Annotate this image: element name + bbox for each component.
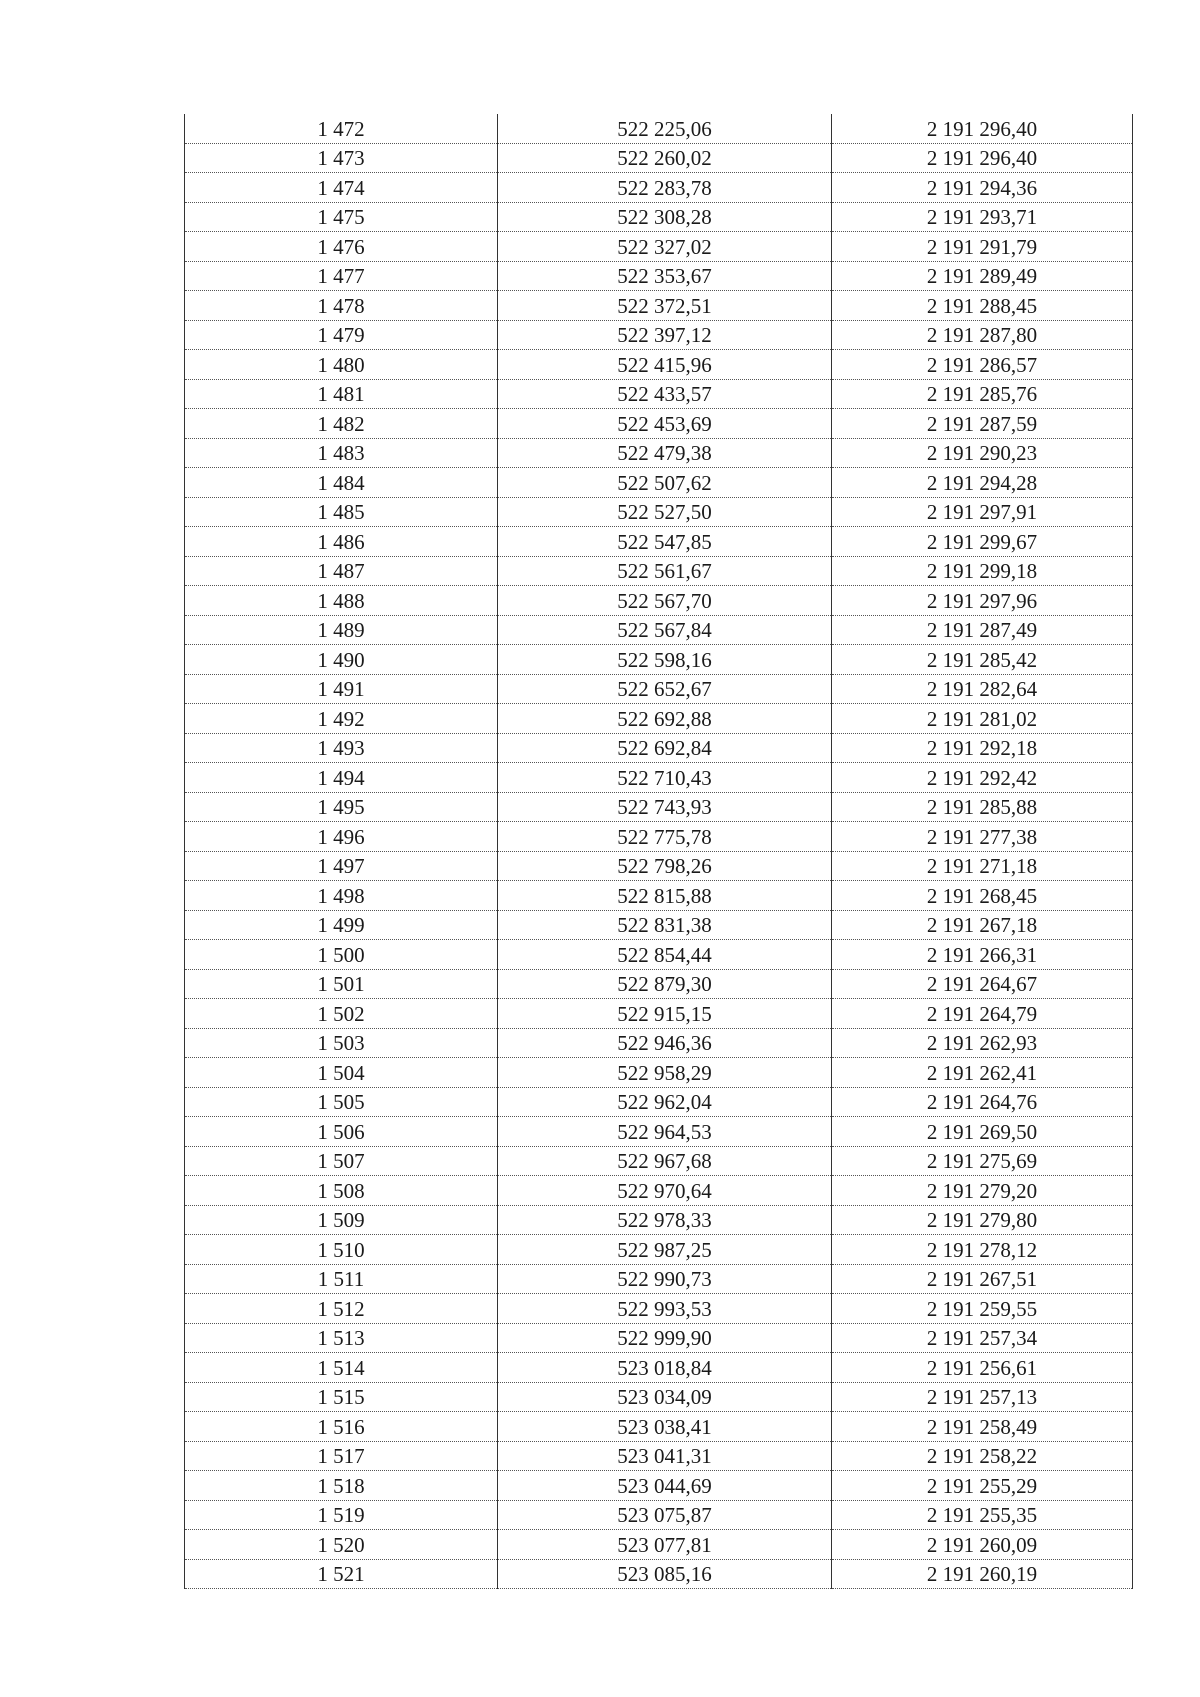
x-coordinate-cell: 522 353,67 — [498, 261, 832, 291]
table-row — [185, 232, 1133, 262]
table-row — [185, 114, 1133, 143]
table-row — [185, 1176, 1133, 1206]
point-number-cell: 1 511 — [185, 1264, 498, 1294]
point-number-cell: 1 493 — [185, 733, 498, 763]
table-row — [185, 438, 1133, 468]
y-coordinate-cell: 2 191 296,40 — [832, 143, 1133, 173]
y-coordinate-cell: 2 191 294,36 — [832, 173, 1133, 203]
x-coordinate-cell: 523 041,31 — [498, 1441, 832, 1471]
x-coordinate-cell: 523 018,84 — [498, 1353, 832, 1383]
table-row — [185, 1294, 1133, 1324]
x-coordinate-cell: 522 260,02 — [498, 143, 832, 173]
y-coordinate-cell: 2 191 255,35 — [832, 1500, 1133, 1530]
table-row — [185, 468, 1133, 498]
point-number-cell: 1 485 — [185, 497, 498, 527]
point-number-cell: 1 501 — [185, 969, 498, 999]
point-number-cell: 1 506 — [185, 1117, 498, 1147]
x-coordinate-cell: 522 283,78 — [498, 173, 832, 203]
x-coordinate-cell: 522 507,62 — [498, 468, 832, 498]
y-coordinate-cell: 2 191 258,49 — [832, 1412, 1133, 1442]
x-coordinate-cell: 522 710,43 — [498, 763, 832, 793]
x-coordinate-cell: 523 077,81 — [498, 1530, 832, 1560]
table-row — [185, 1058, 1133, 1088]
x-coordinate-cell: 522 990,73 — [498, 1264, 832, 1294]
y-coordinate-cell: 2 191 275,69 — [832, 1146, 1133, 1176]
table-row — [185, 1146, 1133, 1176]
y-coordinate-cell: 2 191 287,49 — [832, 615, 1133, 645]
point-number-cell: 1 472 — [185, 114, 498, 143]
table-row — [185, 497, 1133, 527]
point-number-cell: 1 490 — [185, 645, 498, 675]
point-number-cell: 1 497 — [185, 851, 498, 881]
point-number-cell: 1 509 — [185, 1205, 498, 1235]
y-coordinate-cell: 2 191 271,18 — [832, 851, 1133, 881]
table-row — [185, 1559, 1133, 1589]
table-row — [185, 1117, 1133, 1147]
table-row — [185, 1235, 1133, 1265]
y-coordinate-cell: 2 191 285,88 — [832, 792, 1133, 822]
x-coordinate-cell: 522 854,44 — [498, 940, 832, 970]
x-coordinate-cell: 522 415,96 — [498, 350, 832, 380]
point-number-cell: 1 476 — [185, 232, 498, 262]
x-coordinate-cell: 522 372,51 — [498, 291, 832, 321]
x-coordinate-cell: 522 225,06 — [498, 114, 832, 143]
x-coordinate-cell: 522 946,36 — [498, 1028, 832, 1058]
point-number-cell: 1 521 — [185, 1559, 498, 1589]
x-coordinate-cell: 522 561,67 — [498, 556, 832, 586]
x-coordinate-cell: 523 034,09 — [498, 1382, 832, 1412]
x-coordinate-cell: 522 453,69 — [498, 409, 832, 439]
table-row — [185, 1264, 1133, 1294]
y-coordinate-cell: 2 191 257,13 — [832, 1382, 1133, 1412]
y-coordinate-cell: 2 191 296,40 — [832, 114, 1133, 143]
y-coordinate-cell: 2 191 259,55 — [832, 1294, 1133, 1324]
point-number-cell: 1 488 — [185, 586, 498, 616]
point-number-cell: 1 503 — [185, 1028, 498, 1058]
table-row — [185, 320, 1133, 350]
y-coordinate-cell: 2 191 262,41 — [832, 1058, 1133, 1088]
x-coordinate-cell: 522 962,04 — [498, 1087, 832, 1117]
y-coordinate-cell: 2 191 260,19 — [832, 1559, 1133, 1589]
y-coordinate-cell: 2 191 267,51 — [832, 1264, 1133, 1294]
y-coordinate-cell: 2 191 264,79 — [832, 999, 1133, 1029]
table-row — [185, 261, 1133, 291]
table-row — [185, 291, 1133, 321]
table-row — [185, 202, 1133, 232]
y-coordinate-cell: 2 191 297,91 — [832, 497, 1133, 527]
x-coordinate-cell: 522 967,68 — [498, 1146, 832, 1176]
table-row — [185, 586, 1133, 616]
point-number-cell: 1 498 — [185, 881, 498, 911]
table-row — [185, 733, 1133, 763]
table-row — [185, 704, 1133, 734]
table-row — [185, 615, 1133, 645]
y-coordinate-cell: 2 191 256,61 — [832, 1353, 1133, 1383]
point-number-cell: 1 517 — [185, 1441, 498, 1471]
point-number-cell: 1 473 — [185, 143, 498, 173]
point-number-cell: 1 504 — [185, 1058, 498, 1088]
x-coordinate-cell: 522 547,85 — [498, 527, 832, 557]
y-coordinate-cell: 2 191 285,42 — [832, 645, 1133, 675]
point-number-cell: 1 480 — [185, 350, 498, 380]
point-number-cell: 1 475 — [185, 202, 498, 232]
point-number-cell: 1 518 — [185, 1471, 498, 1501]
x-coordinate-cell: 522 479,38 — [498, 438, 832, 468]
point-number-cell: 1 483 — [185, 438, 498, 468]
table-row — [185, 556, 1133, 586]
x-coordinate-cell: 523 085,16 — [498, 1559, 832, 1589]
table-row — [185, 379, 1133, 409]
y-coordinate-cell: 2 191 287,80 — [832, 320, 1133, 350]
point-number-cell: 1 510 — [185, 1235, 498, 1265]
x-coordinate-cell: 522 993,53 — [498, 1294, 832, 1324]
y-coordinate-cell: 2 191 292,42 — [832, 763, 1133, 793]
y-coordinate-cell: 2 191 294,28 — [832, 468, 1133, 498]
point-number-cell: 1 507 — [185, 1146, 498, 1176]
y-coordinate-cell: 2 191 289,49 — [832, 261, 1133, 291]
y-coordinate-cell: 2 191 258,22 — [832, 1441, 1133, 1471]
coordinates-table-body — [185, 114, 1133, 1589]
x-coordinate-cell: 522 815,88 — [498, 881, 832, 911]
point-number-cell: 1 516 — [185, 1412, 498, 1442]
table-row — [185, 1323, 1133, 1353]
x-coordinate-cell: 522 327,02 — [498, 232, 832, 262]
point-number-cell: 1 479 — [185, 320, 498, 350]
x-coordinate-cell: 522 958,29 — [498, 1058, 832, 1088]
table-row — [185, 350, 1133, 380]
table-row — [185, 1500, 1133, 1530]
y-coordinate-cell: 2 191 291,79 — [832, 232, 1133, 262]
y-coordinate-cell: 2 191 299,18 — [832, 556, 1133, 586]
table-row — [185, 173, 1133, 203]
point-number-cell: 1 487 — [185, 556, 498, 586]
point-number-cell: 1 477 — [185, 261, 498, 291]
x-coordinate-cell: 522 879,30 — [498, 969, 832, 999]
x-coordinate-cell: 522 775,78 — [498, 822, 832, 852]
x-coordinate-cell: 523 038,41 — [498, 1412, 832, 1442]
x-coordinate-cell: 522 970,64 — [498, 1176, 832, 1206]
x-coordinate-cell: 522 598,16 — [498, 645, 832, 675]
x-coordinate-cell: 522 567,84 — [498, 615, 832, 645]
point-number-cell: 1 495 — [185, 792, 498, 822]
table-row — [185, 409, 1133, 439]
point-number-cell: 1 491 — [185, 674, 498, 704]
table-row — [185, 763, 1133, 793]
y-coordinate-cell: 2 191 260,09 — [832, 1530, 1133, 1560]
table-row — [185, 527, 1133, 557]
table-row — [185, 1530, 1133, 1560]
table-row — [185, 1205, 1133, 1235]
y-coordinate-cell: 2 191 288,45 — [832, 291, 1133, 321]
point-number-cell: 1 500 — [185, 940, 498, 970]
y-coordinate-cell: 2 191 264,67 — [832, 969, 1133, 999]
x-coordinate-cell: 522 798,26 — [498, 851, 832, 881]
y-coordinate-cell: 2 191 266,31 — [832, 940, 1133, 970]
x-coordinate-cell: 522 692,84 — [498, 733, 832, 763]
x-coordinate-cell: 522 692,88 — [498, 704, 832, 734]
table-row — [185, 999, 1133, 1029]
x-coordinate-cell: 522 652,67 — [498, 674, 832, 704]
x-coordinate-cell: 523 044,69 — [498, 1471, 832, 1501]
point-number-cell: 1 486 — [185, 527, 498, 557]
x-coordinate-cell: 522 978,33 — [498, 1205, 832, 1235]
point-number-cell: 1 499 — [185, 910, 498, 940]
y-coordinate-cell: 2 191 269,50 — [832, 1117, 1133, 1147]
coordinates-table — [184, 114, 1133, 1589]
x-coordinate-cell: 522 308,28 — [498, 202, 832, 232]
table-row — [185, 1028, 1133, 1058]
y-coordinate-cell: 2 191 255,29 — [832, 1471, 1133, 1501]
point-number-cell: 1 481 — [185, 379, 498, 409]
point-number-cell: 1 519 — [185, 1500, 498, 1530]
y-coordinate-cell: 2 191 279,20 — [832, 1176, 1133, 1206]
point-number-cell: 1 492 — [185, 704, 498, 734]
x-coordinate-cell: 522 999,90 — [498, 1323, 832, 1353]
point-number-cell: 1 489 — [185, 615, 498, 645]
table-row — [185, 792, 1133, 822]
x-coordinate-cell: 523 075,87 — [498, 1500, 832, 1530]
y-coordinate-cell: 2 191 290,23 — [832, 438, 1133, 468]
point-number-cell: 1 512 — [185, 1294, 498, 1324]
y-coordinate-cell: 2 191 267,18 — [832, 910, 1133, 940]
y-coordinate-cell: 2 191 285,76 — [832, 379, 1133, 409]
table-row — [185, 1382, 1133, 1412]
table-row — [185, 143, 1133, 173]
y-coordinate-cell: 2 191 292,18 — [832, 733, 1133, 763]
point-number-cell: 1 484 — [185, 468, 498, 498]
y-coordinate-cell: 2 191 278,12 — [832, 1235, 1133, 1265]
table-row — [185, 969, 1133, 999]
table-row — [185, 674, 1133, 704]
y-coordinate-cell: 2 191 262,93 — [832, 1028, 1133, 1058]
point-number-cell: 1 505 — [185, 1087, 498, 1117]
table-row — [185, 851, 1133, 881]
point-number-cell: 1 502 — [185, 999, 498, 1029]
x-coordinate-cell: 522 527,50 — [498, 497, 832, 527]
point-number-cell: 1 496 — [185, 822, 498, 852]
x-coordinate-cell: 522 964,53 — [498, 1117, 832, 1147]
y-coordinate-cell: 2 191 268,45 — [832, 881, 1133, 911]
table-row — [185, 1412, 1133, 1442]
x-coordinate-cell: 522 915,15 — [498, 999, 832, 1029]
y-coordinate-cell: 2 191 297,96 — [832, 586, 1133, 616]
table-row — [185, 1353, 1133, 1383]
table-row — [185, 1441, 1133, 1471]
table-row — [185, 910, 1133, 940]
y-coordinate-cell: 2 191 286,57 — [832, 350, 1133, 380]
point-number-cell: 1 514 — [185, 1353, 498, 1383]
table-row — [185, 1087, 1133, 1117]
table-row — [185, 1471, 1133, 1501]
point-number-cell: 1 478 — [185, 291, 498, 321]
y-coordinate-cell: 2 191 287,59 — [832, 409, 1133, 439]
x-coordinate-cell: 522 831,38 — [498, 910, 832, 940]
point-number-cell: 1 515 — [185, 1382, 498, 1412]
y-coordinate-cell: 2 191 293,71 — [832, 202, 1133, 232]
y-coordinate-cell: 2 191 277,38 — [832, 822, 1133, 852]
y-coordinate-cell: 2 191 257,34 — [832, 1323, 1133, 1353]
point-number-cell: 1 520 — [185, 1530, 498, 1560]
point-number-cell: 1 474 — [185, 173, 498, 203]
point-number-cell: 1 508 — [185, 1176, 498, 1206]
point-number-cell: 1 494 — [185, 763, 498, 793]
x-coordinate-cell: 522 567,70 — [498, 586, 832, 616]
table-row — [185, 940, 1133, 970]
y-coordinate-cell: 2 191 279,80 — [832, 1205, 1133, 1235]
table-row — [185, 822, 1133, 852]
point-number-cell: 1 513 — [185, 1323, 498, 1353]
x-coordinate-cell: 522 743,93 — [498, 792, 832, 822]
y-coordinate-cell: 2 191 282,64 — [832, 674, 1133, 704]
point-number-cell: 1 482 — [185, 409, 498, 439]
y-coordinate-cell: 2 191 281,02 — [832, 704, 1133, 734]
x-coordinate-cell: 522 397,12 — [498, 320, 832, 350]
y-coordinate-cell: 2 191 299,67 — [832, 527, 1133, 557]
x-coordinate-cell: 522 987,25 — [498, 1235, 832, 1265]
table-row — [185, 881, 1133, 911]
table-row — [185, 645, 1133, 675]
x-coordinate-cell: 522 433,57 — [498, 379, 832, 409]
y-coordinate-cell: 2 191 264,76 — [832, 1087, 1133, 1117]
